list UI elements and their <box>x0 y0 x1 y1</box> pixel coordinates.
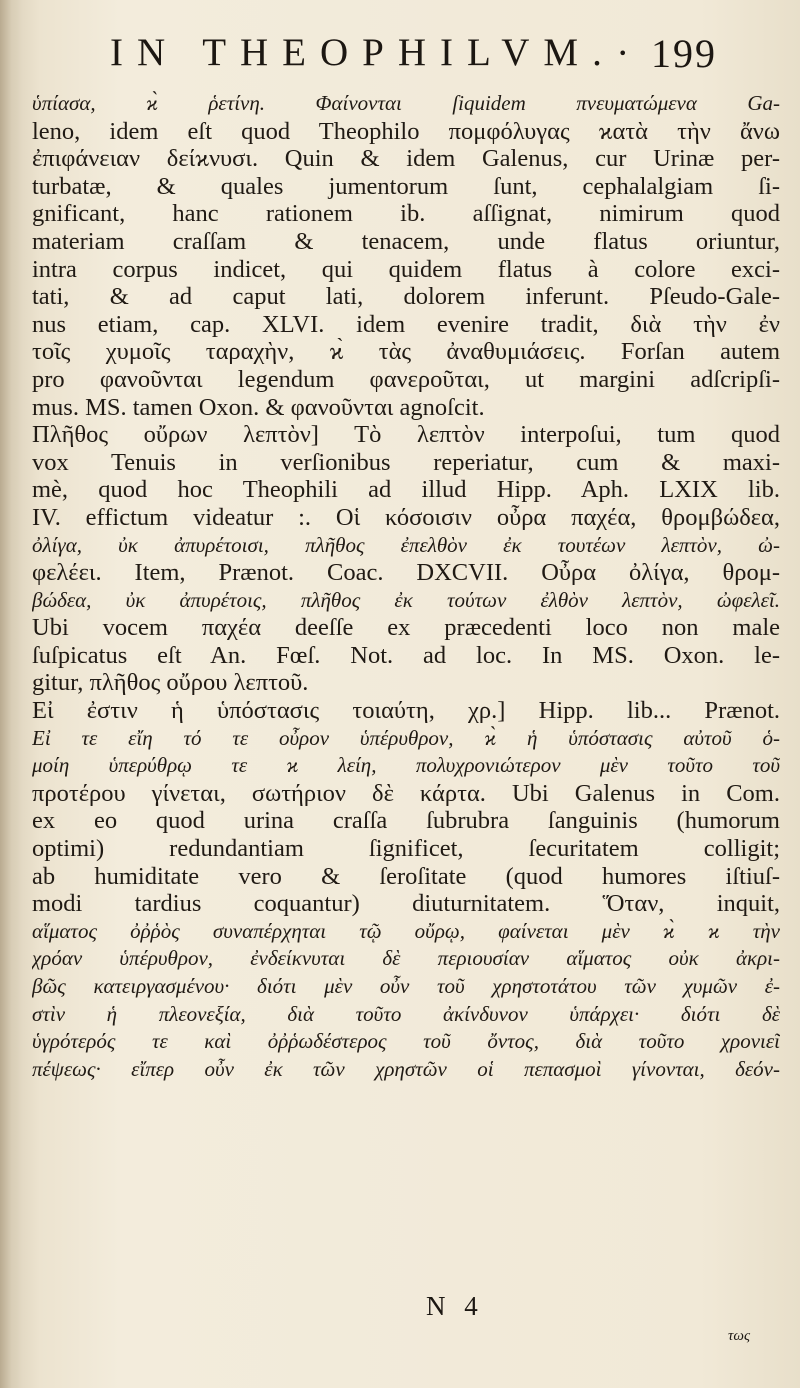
greek-quote-line: ὀλίγα, ὐκ ἀπυρέτοισι, πλῆθος ἐπελθὸν ἐκ τουτέων λεπτὸν, ὠ- <box>32 532 780 557</box>
text-line: IV. effictum videatur :. Οἱ κόσοισιν οὖρα παχέα, θρομβώδεα, <box>32 503 780 531</box>
catchword: τως <box>728 1328 751 1344</box>
text-line: vox Tenuis in verſionibus reperiatur, cum & maxi- <box>32 448 780 476</box>
greek-quote-line: Εἰ τε εἴη τό τε οὖρον ὑπέρυθρον, ϰ̀ ἡ ὑπόστασις αὐτοῦ ὁ- <box>32 725 780 750</box>
text-line: tati, & ad caput lati, dolorem inferunt. Pſeudo-Gale- <box>32 283 780 311</box>
text-line: materiam craſſam & tenacem, unde flatus oriuntur, <box>32 227 780 255</box>
text-line: Ubi vocem παχέα deeſſe ex præcedenti loco non male <box>32 614 780 642</box>
greek-quote-line: πέψεως· εἴπερ οὖν ἐκ τῶν χρηστῶν οἱ πεπασμοὶ γίνονται, δεόν- <box>32 1056 780 1081</box>
lemma-line: Πλῆθος οὔρων λεπτὸν] Τὸ λεπτὸν interpoſui, tum quod <box>32 421 780 449</box>
gutter-shadow <box>0 0 22 1388</box>
text-line: ἐπιφάνειαν δείϰνυσι. Quin & idem Galenus, cur Urinæ per- <box>32 145 780 173</box>
text-line: nus etiam, cap. XLVI. idem evenire tradit, διὰ τὴν ἐν <box>32 310 780 338</box>
text-line: mè, quod hoc Theophili ad illud Hipp. Aph. LXIX lib. <box>32 476 780 504</box>
page-number: 199 <box>651 31 717 76</box>
greek-quote-line: στὶν ἡ πλεονεξία, διὰ τοῦτο ἀκίνδυνον ὑπάρχει· διότι δὲ <box>32 1001 780 1026</box>
text-line: ſuſpicatus eſt An. Fœſ. Not. ad loc. In MS. Oxon. le- <box>32 641 780 669</box>
greek-quote-line: ὑγρότερός τε καὶ ὀῤῥωδέστερος τοῦ ὄντος, διὰ τοῦτο χρονιεῖ <box>32 1029 780 1054</box>
running-head <box>0 30 800 86</box>
running-head-ornament: • <box>618 44 628 63</box>
text-line: mus. MS. tamen Oxon. & φανοῦνται agnoſcit. <box>32 393 485 421</box>
text-line: ab humiditate vero & ſeroſitate (quod humores iſtiuſ- <box>32 862 780 890</box>
text-line: pro φανοῦνται legendum φανεροῦται, ut margini adſcripſi- <box>32 365 780 393</box>
text-line: gnificant, hanc rationem ib. aſſignat, nimirum quod <box>32 200 780 228</box>
greek-quote-line: βώδεα, ὐκ ἀπυρέτοις, πλῆθος ἐκ τούτων ἐλθὸν λεπτὸν, ὠφελεῖ. <box>32 587 780 612</box>
text-line: τοῖς χυμοῖς ταραχὴν, ϰ̀ τὰς ἀναθυμιάσεις. Forſan autem <box>32 338 780 366</box>
greek-quote-line: βῶς κατειργασμένου· διότι μὲν οὖν τοῦ χρηστοτάτου τῶν χυμῶν ἐ- <box>32 974 780 998</box>
greek-quote-line: χρόαν ὑπέρυθρον, ἐνδείκνυται δὲ περιουσίαν αἵματος οὐκ ἀκρι- <box>32 946 780 971</box>
text-line: modi tardius coquantur) diuturnitatem. Ὅταν, inquit, <box>32 890 780 918</box>
text-line: optimi) redundantiam ſignificet, ſecuritatem colligit; <box>32 835 780 863</box>
text-line: φελέει. Item, Prænot. Coac. DXCVII. Οὖρα ὀλίγα, θρομ- <box>32 559 780 587</box>
running-title: IN THEOPHILVM. <box>110 31 616 74</box>
text-line: intra corpus indicet, qui quidem flatus à colore exci- <box>32 255 780 283</box>
lemma-line: Εἰ ἐστιν ἡ ὑπόστασις τοιαύτη, χρ.] Hipp. lib... Prænot. <box>32 697 780 725</box>
text-line: ὑπίασα, ϰ̀ ῥετίνη. Φαίνονται ſiquidem πνευματώμενα Ga- <box>32 91 780 115</box>
signature-mark: N 4 <box>426 1291 484 1321</box>
greek-quote-line: μοίη ὑπερύθρῳ τε ϰ λείη, πολυχρονιώτερον μὲν τοῦτο τοῦ <box>32 753 780 778</box>
text-line: προτέρου γίνεται, σωτήριον δὲ κάρτα. Ubi Galenus in Com. <box>32 779 780 807</box>
text-line: turbatæ, & quales jumentorum ſunt, cephalalgiam ſi- <box>32 172 780 200</box>
text-line: ex eo quod urina craſſa ſubrubra ſanguinis (humorum <box>32 807 780 835</box>
text-line: leno, idem eſt quod Theophilo πομφόλυγας ϰατὰ τὴν ἄνω <box>32 117 780 145</box>
greek-quote-line: αἵματος ὀῤῥὸς συναπέρχηται τῷ οὔρῳ, φαίνεται μὲν ϰ̀ ϰ τὴν <box>32 918 780 943</box>
body-text <box>32 90 780 1083</box>
text-line: gitur, πλῆθος οὔρου λεπτοῦ. <box>32 669 309 697</box>
